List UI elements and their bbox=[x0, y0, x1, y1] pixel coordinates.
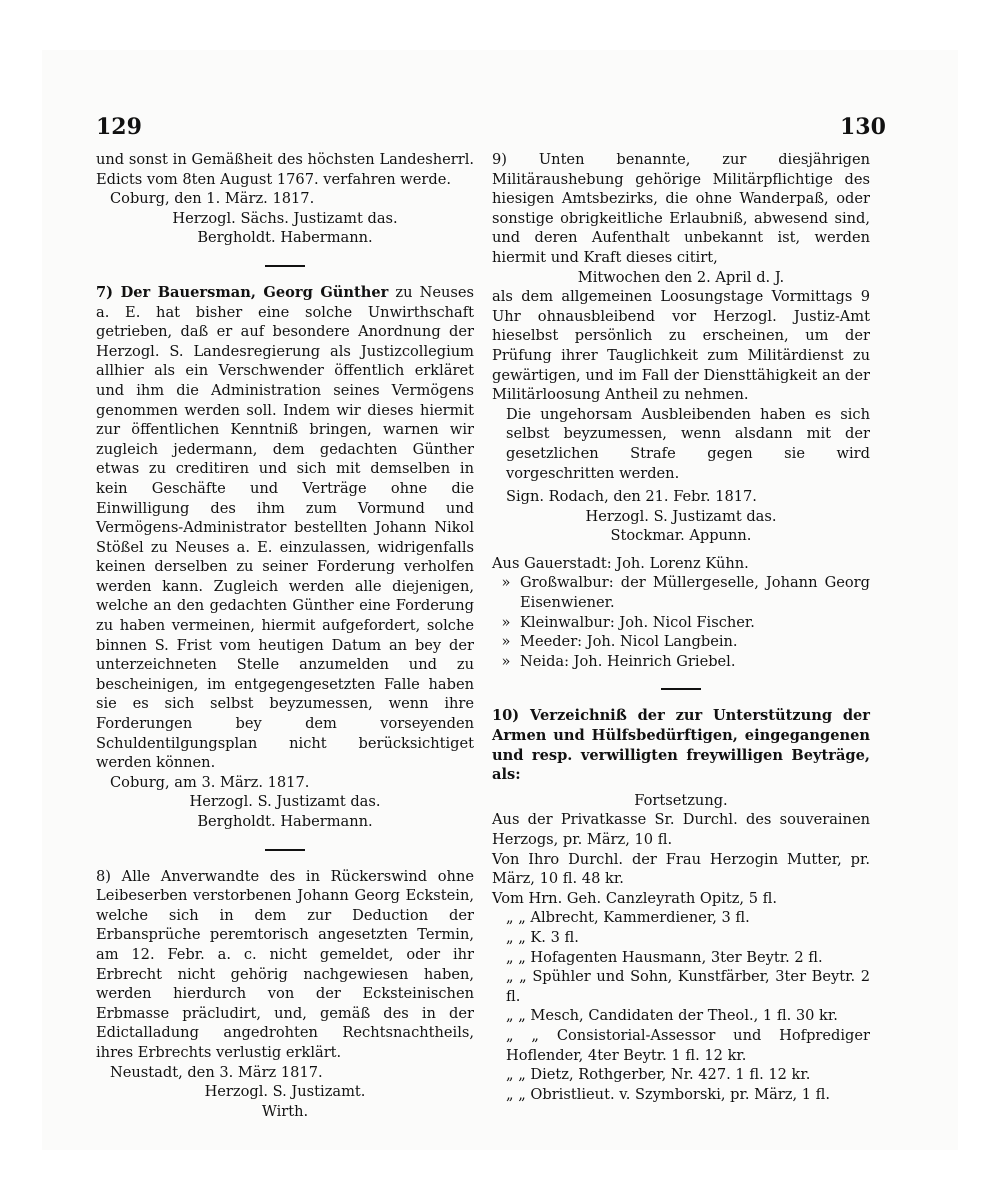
ditto-mark: » bbox=[501, 574, 511, 592]
donation-entry: „ „ Hofagenten Hausmann, 3ter Beytr. 2 fl. bbox=[506, 948, 823, 966]
intro-office: Herzogl. Sächs. Justizamt das. bbox=[172, 209, 398, 227]
page-number-right: 130 bbox=[840, 114, 886, 140]
donation-entry: „ „ Spühler und Sohn, Kunstfärber, 3ter Beytr. 2 fl. bbox=[506, 968, 870, 1005]
ditto-mark: » bbox=[501, 633, 511, 651]
list-item bbox=[492, 613, 870, 633]
donation-entry: Von Ihro Durchl. der Frau Herzogin Mutter, pr. März, 10 fl. 48 kr. bbox=[492, 850, 870, 888]
notice-7 bbox=[96, 283, 474, 773]
notice-8-office: Herzogl. S. Justizamt. bbox=[204, 1083, 366, 1101]
intro-text: und sonst in Gemäßheit des höchsten Landesherrl. Edicts vom 8ten August 1767. verfahren werde. bbox=[96, 151, 474, 188]
donation-entry: „ „ Consistorial-Assessor und Hofprediger Hoflender, 4ter Beytr. 1 fl. 12 kr. bbox=[506, 1026, 870, 1064]
list-item bbox=[492, 554, 870, 574]
intro-signatures: Bergholdt. Habermann. bbox=[197, 229, 373, 247]
donation-entry: „ „ K. 3 fl. bbox=[506, 928, 579, 946]
list-item-text: Großwalbur: der Müllergeselle, Johann Georg Eisenwiener. bbox=[520, 574, 870, 612]
notice-7-place-date: Coburg, am 3. März. 1817. bbox=[110, 773, 310, 791]
notice-9-date: Mitwochen den 2. April d. J. bbox=[577, 268, 785, 286]
notice-7-body: zu Neuses a. E. hat bisher eine solche Unwirthschaft getrieben, daß er auf besondere Anordnung der Herzogl. S. Landesregierung als Justizcollegium allhier als ein Verschwender öffentlich erkläret und ihm die Administration seines Vermögens genommen werden soll. Indem wir dieses hiermit zur öffentlichen Kenntniß bringen, warnen wir zugleich jedermann, dem gedachten Günther etwas zu creditiren und sich mit demselben in kein Geschäfte und Verträge ohne die Einwilligung des ihm zum Vormund und Vermögens-Administrator bestellten Johann Nikol Stößel zu Neuses a. E. einzulassen, widrigenfalls keinen derselben zu seiner Forderung verholfen werden kann. Zugleich werden alle diejenigen, welche an den gedachten Günther eine Forderung zu haben vermeinen, hiermit aufgefordert, solche binnen S. Frist vom heutigen Datum an bey der unterzeichneten Stelle anzumelden und zu bescheinigen, im entgegengesetzten Falle haben sie es sich selbst beyzumessen, wenn ihre Forderungen bey dem vorseyenden Schuldentilgungsplan nicht berücksichtiget werden können. bbox=[96, 283, 474, 772]
donation-entry: „ „ Dietz, Rothgerber, Nr. 427. 1 fl. 12 kr. bbox=[506, 1066, 811, 1084]
donation-entry: „ „ Mesch, Candidaten der Theol., 1 fl. 30 kr. bbox=[506, 1007, 838, 1025]
section-divider bbox=[265, 265, 305, 267]
donation-list bbox=[492, 810, 870, 1104]
donation-entry: „ „ Obristlieut. v. Szymborski, pr. März, 1 fl. bbox=[506, 1085, 831, 1103]
list-item-text: Aus Gauerstadt: Joh. Lorenz Kühn. bbox=[492, 554, 749, 572]
left-column bbox=[96, 150, 474, 1121]
notice-7-lead: 7) Der Bauersman, Georg Günther bbox=[96, 283, 389, 301]
list-item bbox=[492, 652, 870, 672]
list-item bbox=[492, 632, 870, 652]
conscript-list bbox=[492, 554, 870, 672]
notice-8-body: 8) Alle Anverwandte des in Rückerswind ohne Leibeserben verstorbenen Johann Georg Eckstein, welche sich in dem zur Deduction der Erbansprüche peremtorisch angesetzten Termin, am 12. Febr. a. c. nicht gemeldet, oder ihr Erbrecht nicht gehörig nachgewiesen haben, werden hierdurch von der Ecksteinischen Erbmasse präcludirt, und, gemäß des in der Edictalladung angedrohten Rechtsnachtheils, ihres Erbrechts verlustig erklärt. bbox=[96, 867, 474, 1061]
notice-9-office: Herzogl. S. Justizamt das. bbox=[585, 507, 777, 525]
notice-9-signatures: Stockmar. Appunn. bbox=[610, 527, 752, 545]
notice-10-title: 10) Verzeichniß der zur Unterstützung der Armen und Hülfsbedürftigen, eingegangenen und resp. verwilligten freywilligen Beyträge, als: bbox=[492, 707, 870, 784]
notice-8-place-date: Neustadt, den 3. März 1817. bbox=[110, 1063, 323, 1081]
section-divider bbox=[661, 688, 701, 690]
list-item-text: Neida: Joh. Heinrich Griebel. bbox=[520, 652, 736, 670]
list-item bbox=[492, 573, 870, 612]
section-divider bbox=[265, 849, 305, 851]
notice-10-subtitle: Fortsetzung. bbox=[634, 791, 728, 809]
donation-entry: Aus der Privatkasse Sr. Durchl. des souverainen Herzogs, pr. März, 10 fl. bbox=[492, 811, 870, 848]
notice-8-signatures: Wirth. bbox=[261, 1102, 309, 1120]
notice-9-penalty: Die ungehorsam Ausbleibenden haben es sich selbst beyzumessen, wenn alsdann mit der gesetzlichen Strafe gegen sie wird vorgeschritten werden. bbox=[506, 405, 870, 482]
donation-entry: „ „ Albrecht, Kammerdiener, 3 fl. bbox=[506, 909, 750, 927]
notice-7-signatures: Bergholdt. Habermann. bbox=[197, 813, 373, 830]
donation-entry: Vom Hrn. Geh. Canzleyrath Opitz, 5 fl. bbox=[492, 889, 777, 907]
list-item-text: Kleinwalbur: Joh. Nicol Fischer. bbox=[520, 613, 755, 631]
notice-9-body-continued: als dem allgemeinen Loosungstage Vormittags 9 Uhr ohnausbleibend vor Herzogl. Justiz-Amt hieselbst persönlich zu erscheinen, um der Prüfung ihrer Tauglichkeit zum Militärdienst zu gewärtigen, und im Fall der Diensttähigkeit an der Militärloosung Antheil zu nehmen. bbox=[492, 288, 870, 404]
notice-9-place-date: Sign. Rodach, den 21. Febr. 1817. bbox=[506, 488, 757, 506]
intro-place-date: Coburg, den 1. März. 1817. bbox=[110, 190, 315, 208]
list-item-text: Meeder: Joh. Nicol Langbein. bbox=[520, 633, 738, 651]
ditto-mark: » bbox=[501, 613, 511, 631]
right-column bbox=[492, 150, 870, 1104]
page-number-left: 129 bbox=[96, 114, 142, 140]
notice-7-office: Herzogl. S. Justizamt das. bbox=[189, 793, 381, 811]
ditto-mark: » bbox=[501, 652, 511, 670]
notice-9-body: 9) Unten benannte, zur diesjährigen Militäraushebung gehörige Militärpflichtige des hiesigen Amtsbezirks, die ohne Wanderpaß, oder sonstige obrigkeitliche Erlaubniß, abwesend sind, und deren Aufenthalt unbekannt ist, werden hiermit und Kraft dieses citirt, bbox=[492, 151, 870, 266]
